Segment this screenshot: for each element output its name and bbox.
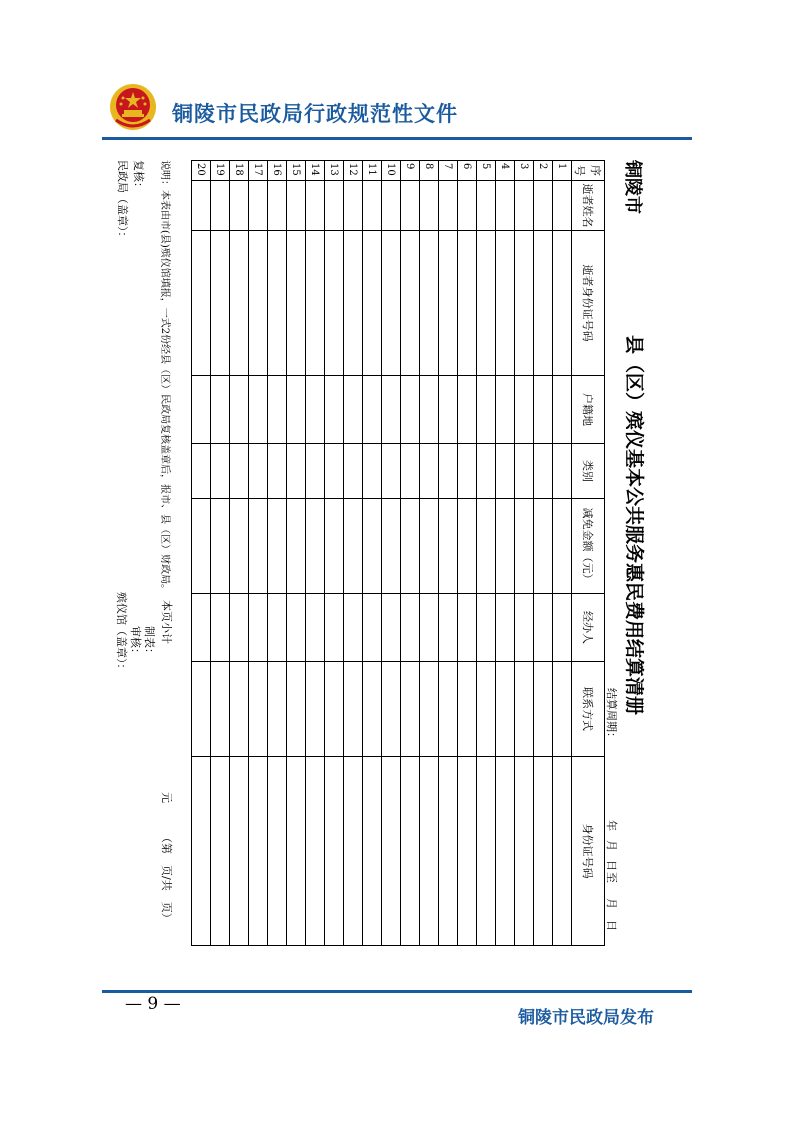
page-count: （第 页/共 页） xyxy=(160,832,173,924)
table-cell xyxy=(230,757,249,946)
table-cell xyxy=(306,376,325,444)
table-cell xyxy=(458,444,477,499)
table-cell xyxy=(230,376,249,444)
column-header: 经办人 xyxy=(572,594,605,662)
table-row xyxy=(553,161,572,946)
table-cell xyxy=(401,499,420,594)
table-cell xyxy=(230,444,249,499)
table-cell xyxy=(515,757,534,946)
table-row xyxy=(306,161,325,946)
table-cell xyxy=(249,499,268,594)
table-cell xyxy=(515,231,534,376)
table-cell xyxy=(306,231,325,376)
table-cell xyxy=(287,757,306,946)
table-cell xyxy=(344,376,363,444)
table-cell xyxy=(382,499,401,594)
row-number: 6 xyxy=(458,161,477,181)
table-cell xyxy=(192,444,211,499)
table-cell xyxy=(420,594,439,662)
table-cell xyxy=(230,499,249,594)
table-cell xyxy=(344,594,363,662)
row-number: 4 xyxy=(496,161,515,181)
table-cell xyxy=(268,376,287,444)
table-cell xyxy=(420,662,439,757)
table-cell xyxy=(401,662,420,757)
table-cell xyxy=(230,594,249,662)
header-title: 铜陵市民政局行政规范性文件 xyxy=(172,102,458,126)
national-emblem-icon xyxy=(108,82,158,132)
row-number: 9 xyxy=(401,161,420,181)
table-row xyxy=(515,161,534,946)
table-cell xyxy=(458,662,477,757)
table-cell xyxy=(211,499,230,594)
table-cell xyxy=(249,376,268,444)
row-number: 15 xyxy=(287,161,306,181)
period-month: 月 xyxy=(605,840,618,851)
table-cell xyxy=(325,594,344,662)
table-cell xyxy=(325,181,344,231)
table-cell xyxy=(553,662,572,757)
settlement-form xyxy=(115,160,655,980)
table-cell xyxy=(249,594,268,662)
column-header: 逝者身份证号码 xyxy=(572,231,605,376)
table-cell xyxy=(325,499,344,594)
column-header: 减免金额（元） xyxy=(572,499,605,594)
table-cell xyxy=(477,757,496,946)
table-cell xyxy=(211,757,230,946)
table-cell xyxy=(249,181,268,231)
column-header: 联系方式 xyxy=(572,662,605,757)
row-number: 12 xyxy=(344,161,363,181)
table-cell xyxy=(192,376,211,444)
row-number: 19 xyxy=(211,161,230,181)
table-cell xyxy=(496,231,515,376)
table-cell xyxy=(420,376,439,444)
column-header: 序号 xyxy=(572,161,605,181)
table-row xyxy=(439,161,458,946)
table-cell xyxy=(439,444,458,499)
table-cell xyxy=(420,181,439,231)
table-cell xyxy=(439,181,458,231)
table-cell xyxy=(553,231,572,376)
row-number: 16 xyxy=(268,161,287,181)
period-to: 至 xyxy=(605,872,618,883)
period-day-2: 日 xyxy=(605,920,618,931)
period-month-2: 月 xyxy=(605,898,618,909)
row-number: 14 xyxy=(306,161,325,181)
table-cell xyxy=(306,499,325,594)
table-cell xyxy=(211,444,230,499)
table-cell xyxy=(363,231,382,376)
row-number: 13 xyxy=(325,161,344,181)
table-row xyxy=(401,161,420,946)
table-cell xyxy=(439,376,458,444)
table-cell xyxy=(458,376,477,444)
row-number: 2 xyxy=(534,161,553,181)
table-cell xyxy=(515,499,534,594)
table-cell xyxy=(306,757,325,946)
table-cell xyxy=(439,594,458,662)
table-cell xyxy=(515,444,534,499)
table-cell xyxy=(477,662,496,757)
table-cell xyxy=(534,499,553,594)
header-divider xyxy=(102,137,692,140)
table-cell xyxy=(534,181,553,231)
column-header: 户籍地 xyxy=(572,376,605,444)
table-cell xyxy=(553,757,572,946)
table-row xyxy=(477,161,496,946)
table-cell xyxy=(477,376,496,444)
table-cell xyxy=(363,757,382,946)
table-cell xyxy=(534,594,553,662)
table-cell xyxy=(420,444,439,499)
table-cell xyxy=(344,231,363,376)
row-number: 3 xyxy=(515,161,534,181)
table-cell xyxy=(325,376,344,444)
table-row xyxy=(363,161,382,946)
table-cell xyxy=(496,376,515,444)
table-cell xyxy=(553,376,572,444)
funeral-home-seal-label: 殡仪馆（盖章）： xyxy=(115,592,128,675)
table-cell xyxy=(515,594,534,662)
table-cell xyxy=(306,444,325,499)
table-cell xyxy=(344,181,363,231)
table-cell xyxy=(249,662,268,757)
table-cell xyxy=(477,231,496,376)
table-row xyxy=(192,161,211,946)
table-cell xyxy=(325,444,344,499)
table-cell xyxy=(268,757,287,946)
table-cell xyxy=(496,662,515,757)
table-row xyxy=(230,161,249,946)
table-cell xyxy=(344,499,363,594)
table-row xyxy=(344,161,363,946)
page-number: — 9 — xyxy=(125,994,181,1014)
table-cell xyxy=(211,231,230,376)
table-cell xyxy=(211,662,230,757)
table-cell xyxy=(382,231,401,376)
table-cell xyxy=(534,444,553,499)
table-cell xyxy=(458,231,477,376)
table-cell xyxy=(477,444,496,499)
table-row xyxy=(268,161,287,946)
table-cell xyxy=(211,376,230,444)
table-cell xyxy=(306,181,325,231)
table-cell xyxy=(287,444,306,499)
table-cell xyxy=(363,594,382,662)
table-cell xyxy=(458,499,477,594)
table-cell xyxy=(401,231,420,376)
table-cell xyxy=(401,594,420,662)
table-cell xyxy=(496,181,515,231)
table-row xyxy=(458,161,477,946)
table-cell xyxy=(192,231,211,376)
table-cell xyxy=(192,757,211,946)
table-cell xyxy=(477,181,496,231)
table-cell xyxy=(439,499,458,594)
table-cell xyxy=(287,594,306,662)
row-number: 8 xyxy=(420,161,439,181)
table-cell xyxy=(230,181,249,231)
subtotal-label: 本页小计 xyxy=(160,600,173,644)
table-cell xyxy=(268,181,287,231)
table-cell xyxy=(211,594,230,662)
table-cell xyxy=(325,231,344,376)
table-cell xyxy=(211,181,230,231)
table-cell xyxy=(496,444,515,499)
table-cell xyxy=(382,181,401,231)
table-cell xyxy=(401,181,420,231)
table-cell xyxy=(477,499,496,594)
column-header: 逝者姓名 xyxy=(572,181,605,231)
table-cell xyxy=(325,757,344,946)
column-header: 类别 xyxy=(572,444,605,499)
maker-label: 制表： xyxy=(143,626,156,659)
table-cell xyxy=(382,662,401,757)
table-cell xyxy=(192,499,211,594)
table-row xyxy=(382,161,401,946)
table-header-row xyxy=(572,161,605,946)
footer-divider xyxy=(102,990,692,993)
table-row xyxy=(325,161,344,946)
table-cell xyxy=(249,231,268,376)
table-cell xyxy=(496,757,515,946)
table-cell xyxy=(230,662,249,757)
table-cell xyxy=(534,662,553,757)
table-row xyxy=(287,161,306,946)
period-day: 日 xyxy=(605,860,618,871)
table-cell xyxy=(325,662,344,757)
table-cell xyxy=(344,662,363,757)
form-city: 铜陵市 xyxy=(622,160,643,214)
table-cell xyxy=(515,376,534,444)
table-cell xyxy=(458,757,477,946)
table-cell xyxy=(515,181,534,231)
table-cell xyxy=(249,757,268,946)
table-cell xyxy=(306,662,325,757)
row-number: 5 xyxy=(477,161,496,181)
table-cell xyxy=(230,231,249,376)
table-cell xyxy=(287,662,306,757)
table-cell xyxy=(382,757,401,946)
table-cell xyxy=(534,231,553,376)
table-cell xyxy=(287,181,306,231)
table-cell xyxy=(496,594,515,662)
table-cell xyxy=(363,444,382,499)
settlement-table xyxy=(191,160,605,946)
table-cell xyxy=(553,444,572,499)
period-label: 结算周期： xyxy=(605,688,618,743)
table-cell xyxy=(344,757,363,946)
row-number: 1 xyxy=(553,161,572,181)
table-cell xyxy=(420,231,439,376)
table-cell xyxy=(439,757,458,946)
form-title: 县（区）殡仪基本公共服务惠民费用结算清册 xyxy=(623,335,645,716)
table-cell xyxy=(382,594,401,662)
table-cell xyxy=(363,662,382,757)
table-cell xyxy=(192,181,211,231)
table-cell xyxy=(401,376,420,444)
row-number: 11 xyxy=(363,161,382,181)
table-row xyxy=(534,161,553,946)
table-cell xyxy=(268,444,287,499)
row-number: 7 xyxy=(439,161,458,181)
table-cell xyxy=(268,662,287,757)
table-cell xyxy=(287,376,306,444)
table-cell xyxy=(515,662,534,757)
table-cell xyxy=(534,376,553,444)
table-cell xyxy=(477,594,496,662)
table-row xyxy=(420,161,439,946)
table-cell xyxy=(382,376,401,444)
table-cell xyxy=(306,594,325,662)
table-cell xyxy=(401,757,420,946)
table-cell xyxy=(287,231,306,376)
civil-affairs-seal-label: 民政局（盖章）： xyxy=(116,160,129,243)
column-header: 身份证号码 xyxy=(572,757,605,946)
table-cell xyxy=(268,594,287,662)
table-cell xyxy=(458,181,477,231)
table-cell xyxy=(268,231,287,376)
table-cell xyxy=(553,594,572,662)
table-cell xyxy=(553,499,572,594)
checker-label: 审核： xyxy=(129,626,142,659)
table-cell xyxy=(420,499,439,594)
table-cell xyxy=(496,499,515,594)
table-cell xyxy=(439,662,458,757)
table-cell xyxy=(268,499,287,594)
table-row xyxy=(211,161,230,946)
table-cell xyxy=(420,757,439,946)
period-year: 年 xyxy=(605,820,618,831)
table-cell xyxy=(363,499,382,594)
table-cell xyxy=(192,594,211,662)
table-row xyxy=(249,161,268,946)
form-note: 说明：本表由市(县)殡仪馆填报，一式2份经县（区）民政局复核盖章后，报市、县（区）财政局。 xyxy=(159,160,170,595)
row-number: 18 xyxy=(230,161,249,181)
table-cell xyxy=(553,181,572,231)
table-cell xyxy=(344,444,363,499)
row-number: 10 xyxy=(382,161,401,181)
table-cell xyxy=(363,376,382,444)
table-cell xyxy=(534,757,553,946)
row-number: 20 xyxy=(192,161,211,181)
row-number: 17 xyxy=(249,161,268,181)
document-header xyxy=(0,0,793,150)
table-cell xyxy=(401,444,420,499)
table-cell xyxy=(192,662,211,757)
table-row xyxy=(496,161,515,946)
table-cell xyxy=(458,594,477,662)
subtotal-unit: 元 xyxy=(160,792,173,803)
table-cell xyxy=(287,499,306,594)
footer-publisher: 铜陵市民政局发布 xyxy=(518,1008,654,1028)
reviewer-label: 复核： xyxy=(132,160,145,193)
table-cell xyxy=(439,231,458,376)
table-cell xyxy=(382,444,401,499)
table-cell xyxy=(249,444,268,499)
table-cell xyxy=(363,181,382,231)
